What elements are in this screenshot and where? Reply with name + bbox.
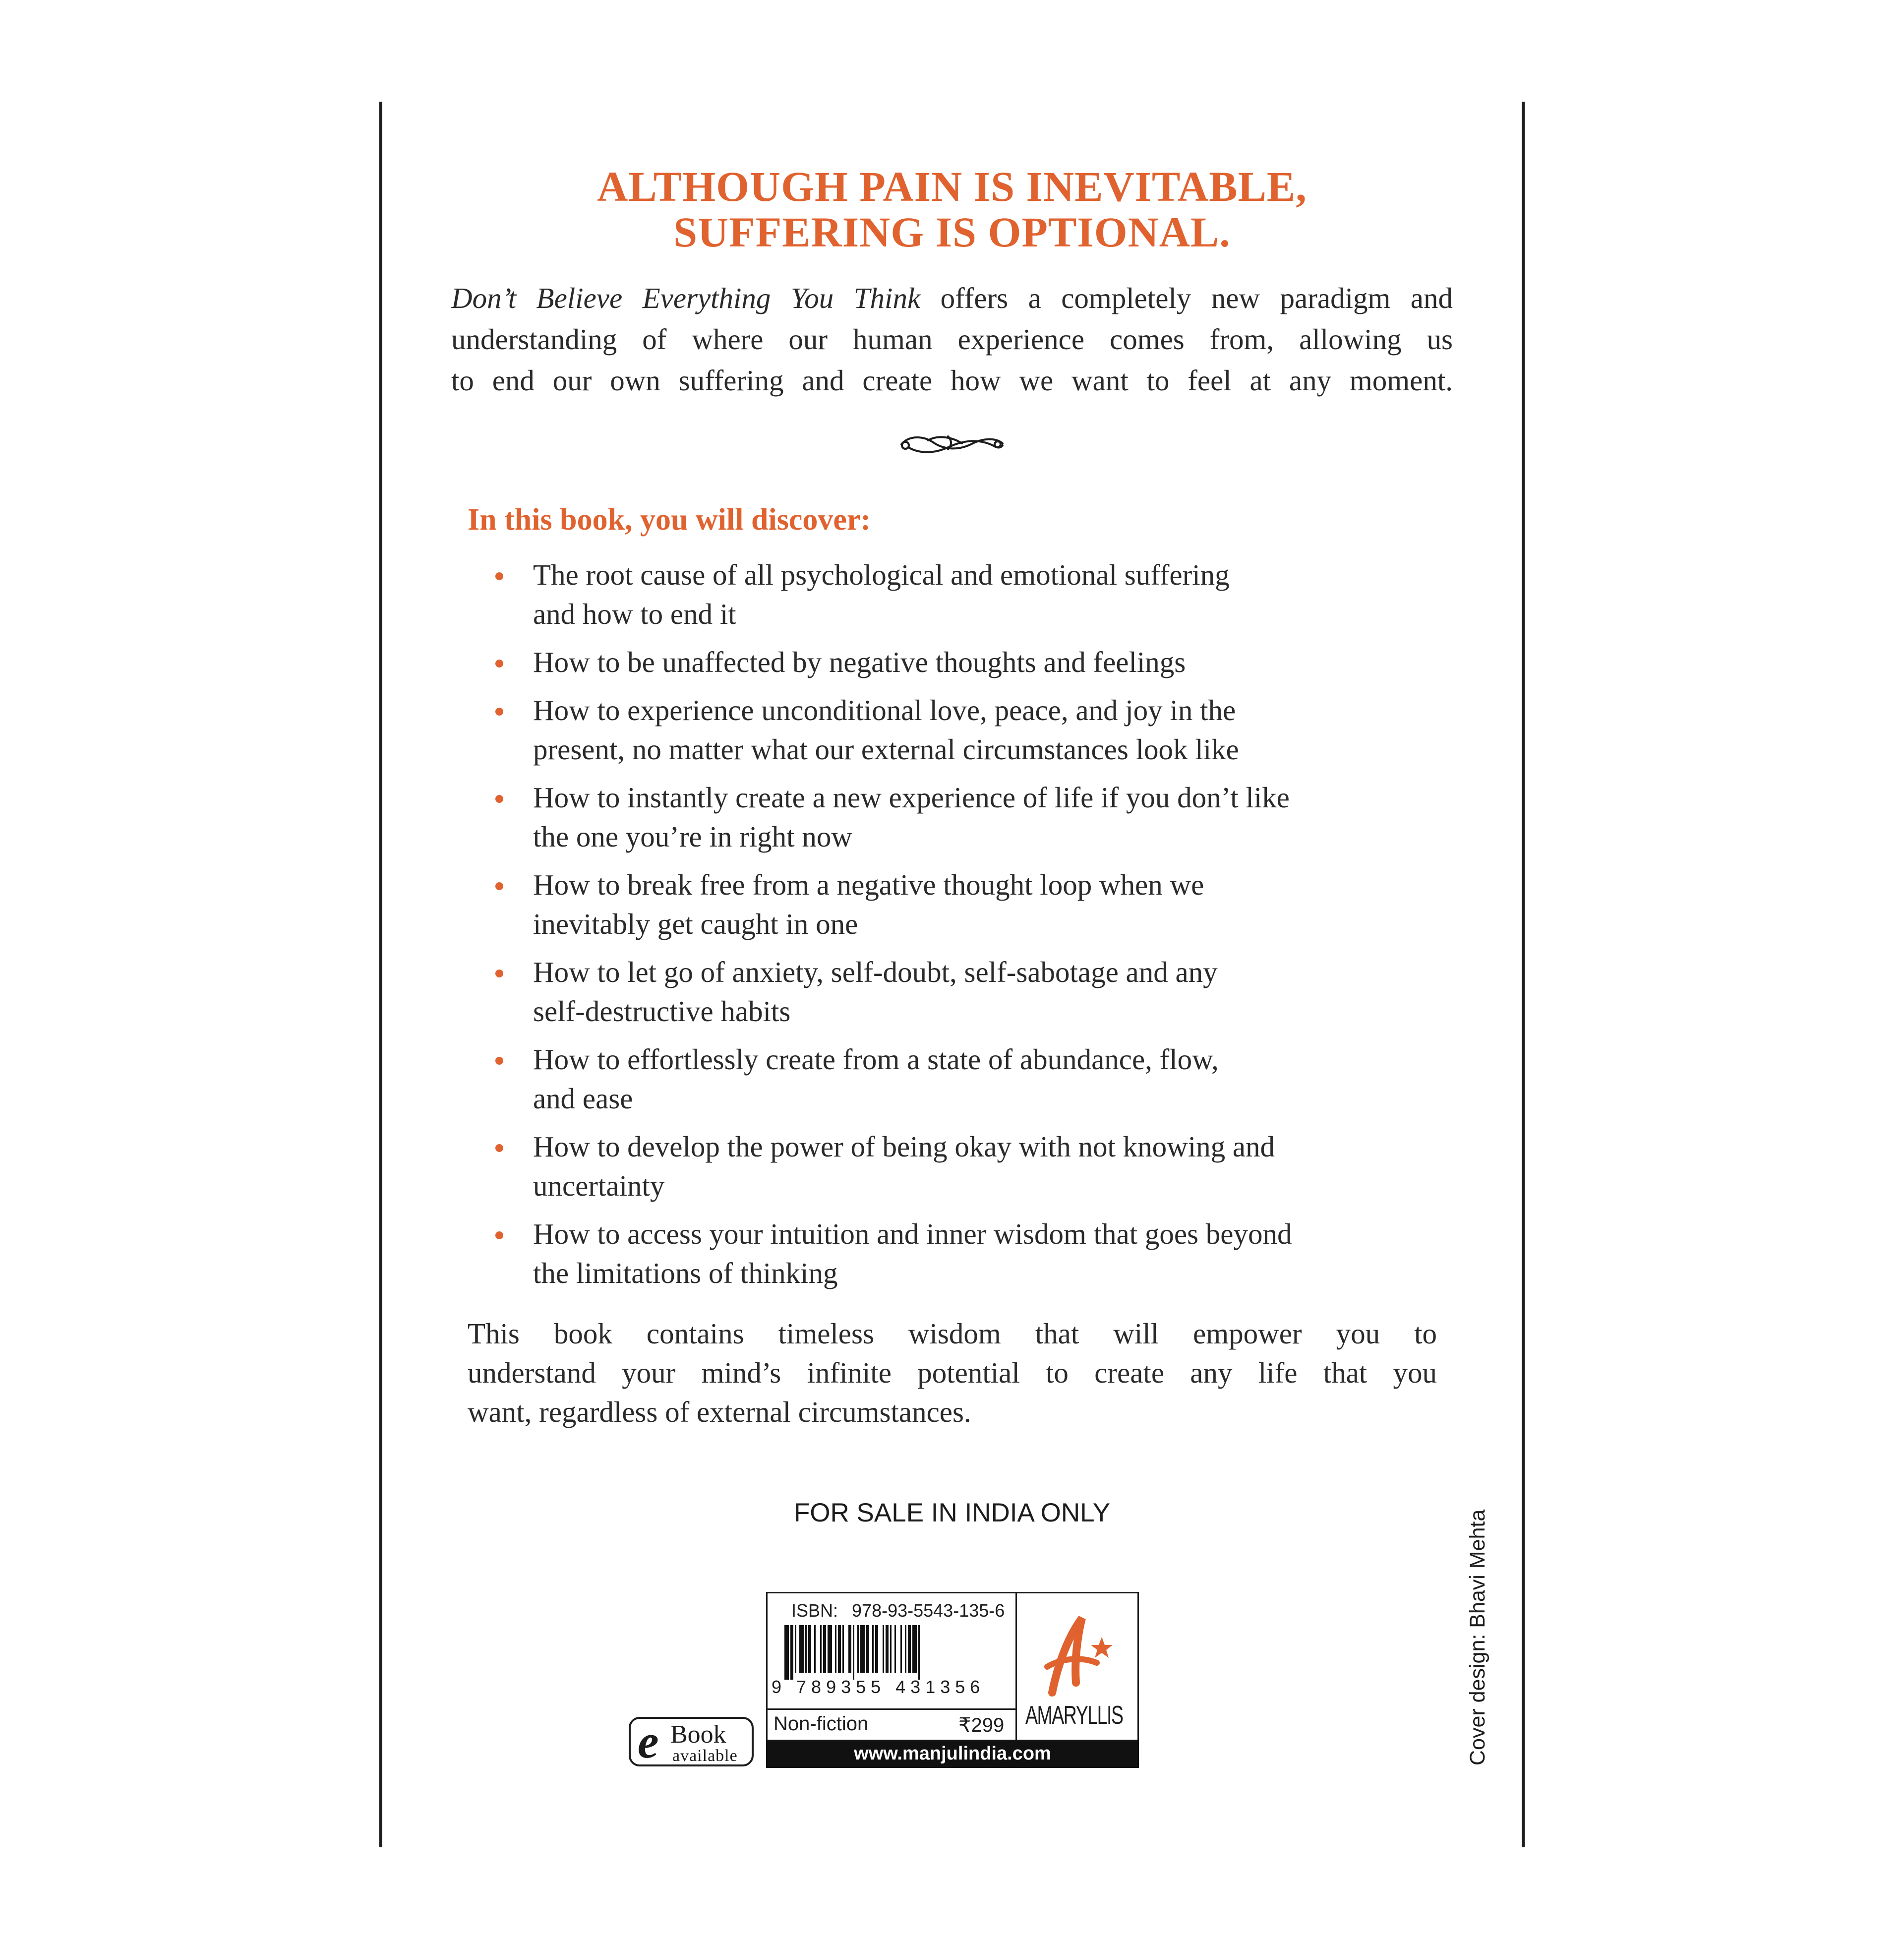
barcode-bar <box>886 1625 889 1673</box>
barcode-bar <box>860 1625 865 1673</box>
cover-design-credit: Cover design: Bhavi Mehta <box>1466 1509 1489 1765</box>
barcode-bar <box>814 1625 816 1673</box>
right-border-line <box>1522 102 1525 1847</box>
bullet-dot-icon <box>495 1231 503 1239</box>
list-item <box>491 953 1453 1031</box>
bullet-line-1: How to let go of anxiety, self-doubt, self-sabotage and any <box>533 956 1218 988</box>
barcode-bar <box>900 1625 902 1673</box>
list-item <box>491 691 1453 769</box>
bullet-line-2: self-destructive habits <box>533 995 791 1028</box>
list-item <box>491 555 1453 634</box>
genre-label: Non-fiction <box>774 1713 869 1735</box>
amaryllis-logo-icon <box>1017 1608 1138 1698</box>
ebook-available-badge <box>629 1717 754 1766</box>
barcode-icon <box>782 1625 1001 1680</box>
barcode-bar <box>883 1625 884 1673</box>
intro-paragraph <box>451 278 1453 401</box>
barcode-bar <box>908 1625 911 1673</box>
bullet-line-2: the one you’re in right now <box>533 820 852 853</box>
list-item <box>491 1214 1453 1293</box>
left-border-line <box>379 102 382 1847</box>
genre-price-row <box>768 1708 1015 1740</box>
barcode-bar <box>838 1625 841 1673</box>
bullet-line-2: inevitably get caught in one <box>533 908 858 940</box>
list-item <box>491 643 1453 682</box>
bullet-line-1: How to be unaffected by negative thoughts and feelings <box>533 646 1186 678</box>
bullet-line-1: How to develop the power of being okay with not knowing and <box>533 1130 1275 1163</box>
intro-line-1-rest: offers a completely new paradigm and <box>920 282 1453 314</box>
bullet-line-1: How to instantly create a new experience of life if you don’t like <box>533 781 1290 814</box>
bullet-dot-icon <box>495 572 503 580</box>
barcode-bar <box>820 1625 822 1673</box>
closing-paragraph <box>468 1314 1437 1432</box>
barcode-bar <box>912 1625 917 1673</box>
list-item <box>491 865 1453 944</box>
bullet-list <box>491 555 1453 1302</box>
barcode-bar <box>842 1625 844 1673</box>
publisher-name: AMARYLLIS <box>1025 1701 1123 1730</box>
barcode-divider <box>1015 1593 1017 1740</box>
headline-line-2: SUFFERING IS OPTIONAL. <box>673 208 1231 256</box>
bullet-line-1: How to access your intuition and inner wisdom that goes beyond <box>533 1217 1292 1250</box>
closing-line-3: want, regardless of external circumstances. <box>468 1396 971 1428</box>
barcode-bar <box>808 1625 811 1673</box>
isbn-number: 978-93-5543-135-6 <box>852 1600 1005 1621</box>
barcode-bar <box>875 1625 878 1673</box>
headline-line-1: ALTHOUGH PAIN IS INEVITABLE, <box>597 163 1307 210</box>
discover-subheading: In this book, you will discover: <box>468 503 871 537</box>
ebook-book-text: Book <box>670 1720 726 1749</box>
bullet-dot-icon <box>495 660 503 668</box>
publisher-website[interactable]: www.manjulindia.com <box>766 1740 1139 1768</box>
barcode-bar <box>853 1625 854 1680</box>
barcode-bar <box>905 1625 906 1673</box>
flourish-ornament-icon <box>898 425 1006 460</box>
bullet-dot-icon <box>495 970 503 977</box>
headline <box>416 164 1488 255</box>
barcode-bar <box>848 1625 851 1673</box>
bullet-line-1: How to effortlessly create from a state of abundance, flow, <box>533 1043 1219 1076</box>
closing-line-2: understand your mind’s infinite potential to create any life that you <box>468 1356 1437 1389</box>
barcode-bar <box>828 1625 832 1673</box>
barcode-bar <box>790 1625 793 1680</box>
intro-line-3: to end our own suffering and create how we want to feel at any moment. <box>451 364 1453 397</box>
barcode-bar <box>805 1625 807 1673</box>
bullet-line-2: and ease <box>533 1082 633 1115</box>
list-item <box>491 1127 1453 1206</box>
bullet-line-1: How to break free from a negative thought loop when we <box>533 868 1204 901</box>
list-item <box>491 1040 1453 1118</box>
bullet-dot-icon <box>495 1057 503 1065</box>
barcode-bar <box>784 1625 789 1680</box>
list-item <box>491 778 1453 856</box>
price-label: ₹299 <box>958 1714 1005 1736</box>
bullet-line-2: and how to end it <box>533 598 736 630</box>
bullet-line-1: How to experience unconditional love, peace, and joy in the <box>533 694 1236 727</box>
barcode-bar <box>823 1625 826 1673</box>
sale-notice: FOR SALE IN INDIA ONLY <box>793 1498 1111 1527</box>
intro-line-2: understanding of where our human experience comes from, allowing us <box>451 323 1453 356</box>
barcode-panel <box>766 1592 1139 1768</box>
bullet-dot-icon <box>495 795 503 803</box>
bullet-dot-icon <box>495 882 503 890</box>
barcode-bar <box>918 1625 920 1680</box>
isbn-label: ISBN: <box>791 1600 838 1621</box>
bullet-dot-icon <box>495 708 503 716</box>
barcode-bar <box>799 1625 804 1673</box>
barcode-digits: 9 789355 431356 <box>772 1677 985 1697</box>
bullet-line-1: The root cause of all psychological and emotional suffering <box>533 558 1230 591</box>
barcode-bar <box>835 1625 836 1673</box>
barcode-bar <box>890 1625 892 1673</box>
bullet-line-2: the limitations of thinking <box>533 1257 838 1289</box>
closing-line-1: This book contains timeless wisdom that will empower you to <box>468 1317 1437 1350</box>
ebook-e-letter: e <box>638 1715 659 1768</box>
book-title: Don’t Believe Everything You Think <box>451 282 921 314</box>
barcode-bar <box>894 1625 896 1673</box>
ebook-available-text: available <box>672 1747 738 1765</box>
bullet-line-2: uncertainty <box>533 1169 665 1202</box>
barcode-bar <box>866 1625 869 1673</box>
barcode-bar <box>857 1625 859 1673</box>
bullet-line-2: present, no matter what our external circumstances look like <box>533 733 1239 766</box>
bullet-dot-icon <box>495 1144 503 1152</box>
intro-line-1 <box>451 278 1453 319</box>
barcode-bar <box>795 1625 796 1673</box>
isbn-row <box>791 1600 1005 1621</box>
publisher-logo <box>1017 1608 1138 1737</box>
barcode-bar <box>872 1625 874 1673</box>
